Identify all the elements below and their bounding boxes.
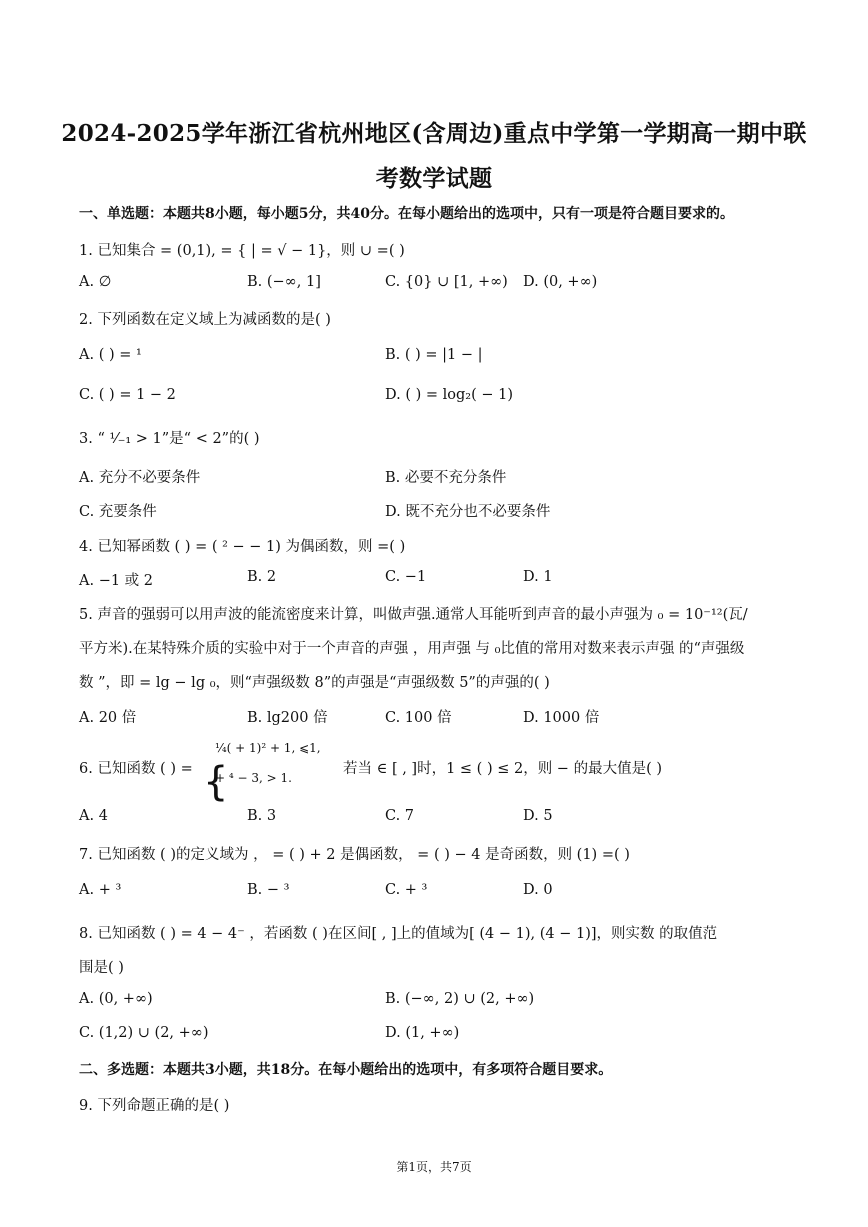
question-9-stem: 9. 下列命题正确的是( ) (79, 1098, 230, 1114)
question-6-option-c: C. 7 (385, 808, 415, 824)
page-footer: 第1页，共7页 (396, 1160, 472, 1174)
question-6-suffix: 若当 ∈ [ , ]时，1 ≤ ( ) ≤ 2，则 − 的最大值是( ) (343, 761, 662, 777)
question-8-option-c: C. (1,2) ∪ (2, +∞) (79, 1025, 209, 1041)
section-single-choice-header: 一、单选题：本题共8小题，每小题5分，共40分。在每小题给出的选项中，只有一项是符合题目要求的。 (79, 206, 734, 222)
question-2-option-c: C. ( ) = 1 − 2 (79, 387, 176, 403)
question-2-option-a: A. ( ) = ¹ (79, 347, 142, 363)
question-1-option-a: A. ∅ (79, 274, 112, 290)
question-5-line-2: 平方米).在某特殊介质的实验中对于一个声音的声强 ，用声强 与 ₀比值的常用对数来表示声强 的“声强级 (79, 641, 745, 657)
question-4-option-a: A. −1 或 2 (79, 573, 154, 589)
question-8-option-b: B. (−∞, 2) ∪ (2, +∞) (385, 991, 535, 1007)
question-2-option-b: B. ( ) = |1 − | (385, 347, 483, 363)
question-8-line-1: 8. 已知函数 ( ) = 4 − 4⁻ ，若函数 ( )在区间[ , ]上的值域为[ (4 − 1), (4 − 1)]，则实数 的取值范 (79, 926, 718, 942)
piecewise-brace-icon: { (203, 759, 229, 805)
question-5-line-3: 数 ”，即 = lg − lg ₀，则“声强级数 8”的声强是“声强级数 5”的声强的( ) (79, 675, 550, 691)
question-7-option-b: B. − ³ (247, 882, 290, 898)
question-6-piece-1: ¼( + 1)² + 1, ⩽1, (215, 741, 321, 755)
question-6-option-a: A. 4 (79, 808, 108, 824)
question-5-option-a: A. 20 倍 (79, 710, 137, 726)
exam-title-line2: 考数学试题 (375, 165, 493, 192)
question-6-option-d: D. 5 (523, 808, 553, 824)
exam-title-line1: 2024-2025学年浙江省杭州地区(含周边)重点中学第一学期高一期中联 (61, 120, 807, 147)
question-6-prefix: 6. 已知函数 ( ) = (79, 761, 193, 777)
question-3-option-a: A. 充分不必要条件 (79, 470, 201, 486)
question-3-option-c: C. 充要条件 (79, 504, 157, 520)
question-8-option-d: D. (1, +∞) (385, 1025, 460, 1041)
question-6-option-b: B. 3 (247, 808, 277, 824)
question-4-option-d: D. 1 (523, 569, 553, 585)
question-1-stem: 1. 已知集合 = (0,1), = { | = √ − 1}，则 ∪ =( ) (79, 243, 405, 259)
question-1-option-c: C. {0} ∪ [1, +∞) (385, 274, 508, 290)
question-2-option-d: D. ( ) = log₂( − 1) (385, 387, 513, 403)
question-7-stem: 7. 已知函数 ( )的定义域为 ， = ( ) + 2 是偶函数， = ( ) − 4 是奇函数，则 (1) =( ) (79, 847, 630, 863)
question-7-option-d: D. 0 (523, 882, 553, 898)
question-2-stem: 2. 下列函数在定义域上为减函数的是( ) (79, 312, 331, 328)
question-3-option-b: B. 必要不充分条件 (385, 470, 507, 486)
section-multiple-choice-header: 二、多选题：本题共3小题，共18分。在每小题给出的选项中，有多项符合题目要求。 (79, 1062, 613, 1078)
question-5-option-c: C. 100 倍 (385, 710, 452, 726)
question-5-option-d: D. 1000 倍 (523, 710, 600, 726)
question-8-line-2: 围是( ) (79, 960, 124, 976)
question-5-line-1: 5. 声音的强弱可以用声波的能流密度来计算，叫做声强.通常人耳能听到声音的最小声强为 ₀ = 10⁻¹²(瓦/ (79, 607, 748, 623)
question-3-stem: 3. “ ¹⁄₋₁ > 1”是“ < 2”的( ) (79, 431, 260, 447)
question-3-option-d: D. 既不充分也不必要条件 (385, 504, 551, 520)
question-1-option-b: B. (−∞, 1] (247, 274, 321, 290)
question-7-option-c: C. + ³ (385, 882, 428, 898)
question-4-option-c: C. −1 (385, 569, 427, 585)
question-5-option-b: B. lg200 倍 (247, 710, 328, 726)
question-4-stem: 4. 已知幂函数 ( ) = ( ² − − 1) 为偶函数，则 =( ) (79, 539, 406, 555)
question-4-option-b: B. 2 (247, 569, 277, 585)
question-7-option-a: A. + ³ (79, 882, 122, 898)
question-6-piece-2: + ⁴ − 3, > 1. (215, 771, 292, 785)
question-8-option-a: A. (0, +∞) (79, 991, 153, 1007)
question-1-option-d: D. (0, +∞) (523, 274, 598, 290)
